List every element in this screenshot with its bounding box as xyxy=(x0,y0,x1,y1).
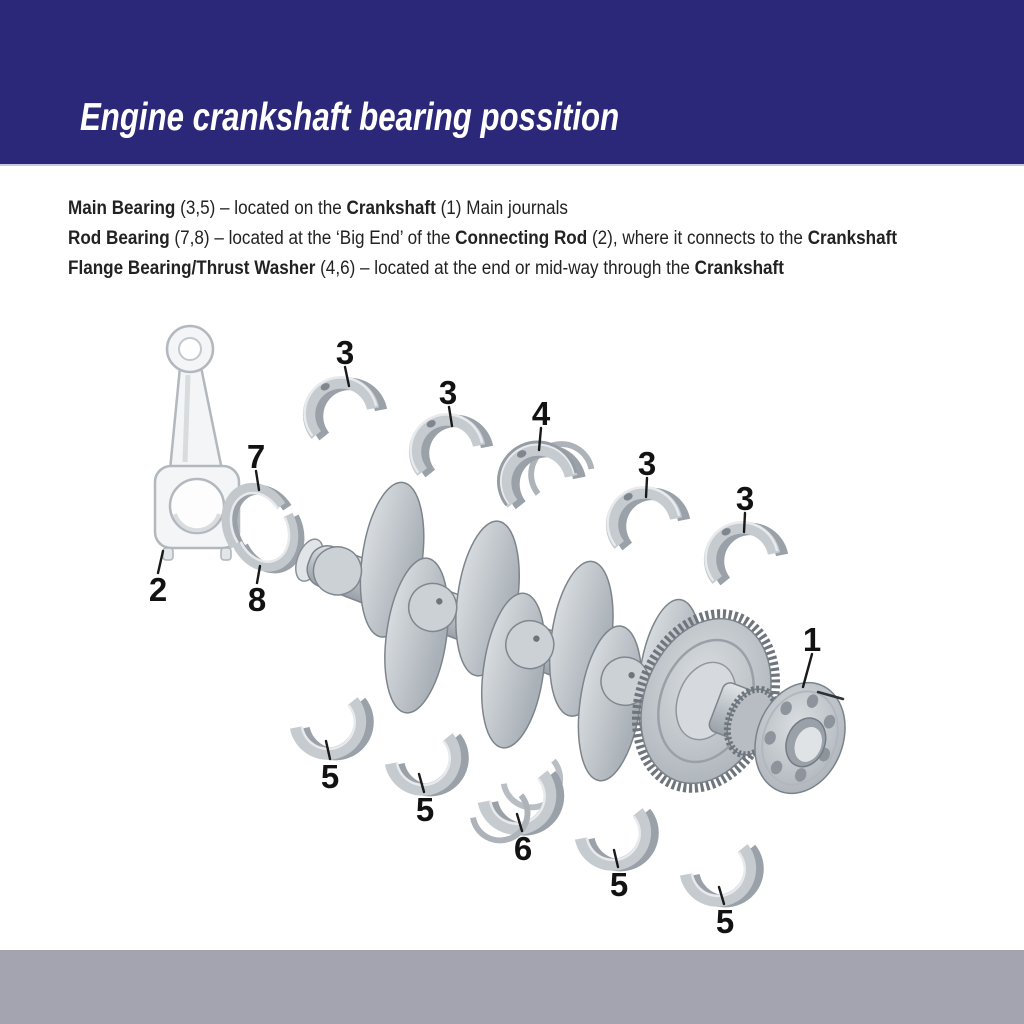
footer-band xyxy=(0,950,1024,1024)
description-text: (4,6) – located at the end or mid-way through the xyxy=(315,258,695,279)
callout-5a: 5 xyxy=(320,758,340,795)
term-flange-bearing: Flange Bearing/Thrust Washer xyxy=(68,258,316,279)
term-crankshaft: Crankshaft xyxy=(694,258,784,279)
main-bearing-upper-shell xyxy=(596,474,685,551)
rod-bolt-left xyxy=(163,548,173,560)
term-rod-bearing: Rod Bearing xyxy=(68,228,170,249)
callout-8: 8 xyxy=(247,581,267,618)
page-title: Engine crankshaft bearing possition xyxy=(80,96,620,139)
main-bearing-upper-shell xyxy=(293,364,382,441)
main-bearing-upper-shell xyxy=(399,401,488,478)
callout-5d: 5 xyxy=(715,903,735,940)
main-bearing-upper-shell xyxy=(694,509,783,586)
rod-groove xyxy=(185,375,188,462)
term-main-bearing: Main Bearing xyxy=(68,198,176,219)
rod-bolt-right xyxy=(221,548,231,560)
description-text: (2), where it connects to the xyxy=(587,228,808,249)
callout-5b: 5 xyxy=(415,791,435,828)
description-text: (1) Main journals xyxy=(435,198,568,219)
callout-3c: 3 xyxy=(637,445,657,482)
callout-3b: 3 xyxy=(438,374,458,411)
rod-big-end-bore xyxy=(170,479,224,533)
term-connecting-rod: Connecting Rod xyxy=(455,228,588,249)
term-crankshaft: Crankshaft xyxy=(346,198,436,219)
term-crankshaft: Crankshaft xyxy=(807,228,898,249)
rod-small-eye-hole xyxy=(179,338,201,360)
callout-4: 4 xyxy=(531,395,551,432)
callout-5c: 5 xyxy=(609,866,629,903)
rod-shaft xyxy=(170,367,222,470)
description-text: (3,5) – located on the xyxy=(175,198,347,219)
callout-6: 6 xyxy=(513,830,533,867)
callout-7: 7 xyxy=(246,438,266,475)
callout-2: 2 xyxy=(148,571,168,608)
description-text: (7,8) – located at the ‘Big End’ of the xyxy=(169,228,456,249)
callout-3d: 3 xyxy=(735,480,755,517)
callout-leader xyxy=(158,551,163,573)
callout-3a: 3 xyxy=(335,334,355,371)
callout-1: 1 xyxy=(802,621,822,658)
